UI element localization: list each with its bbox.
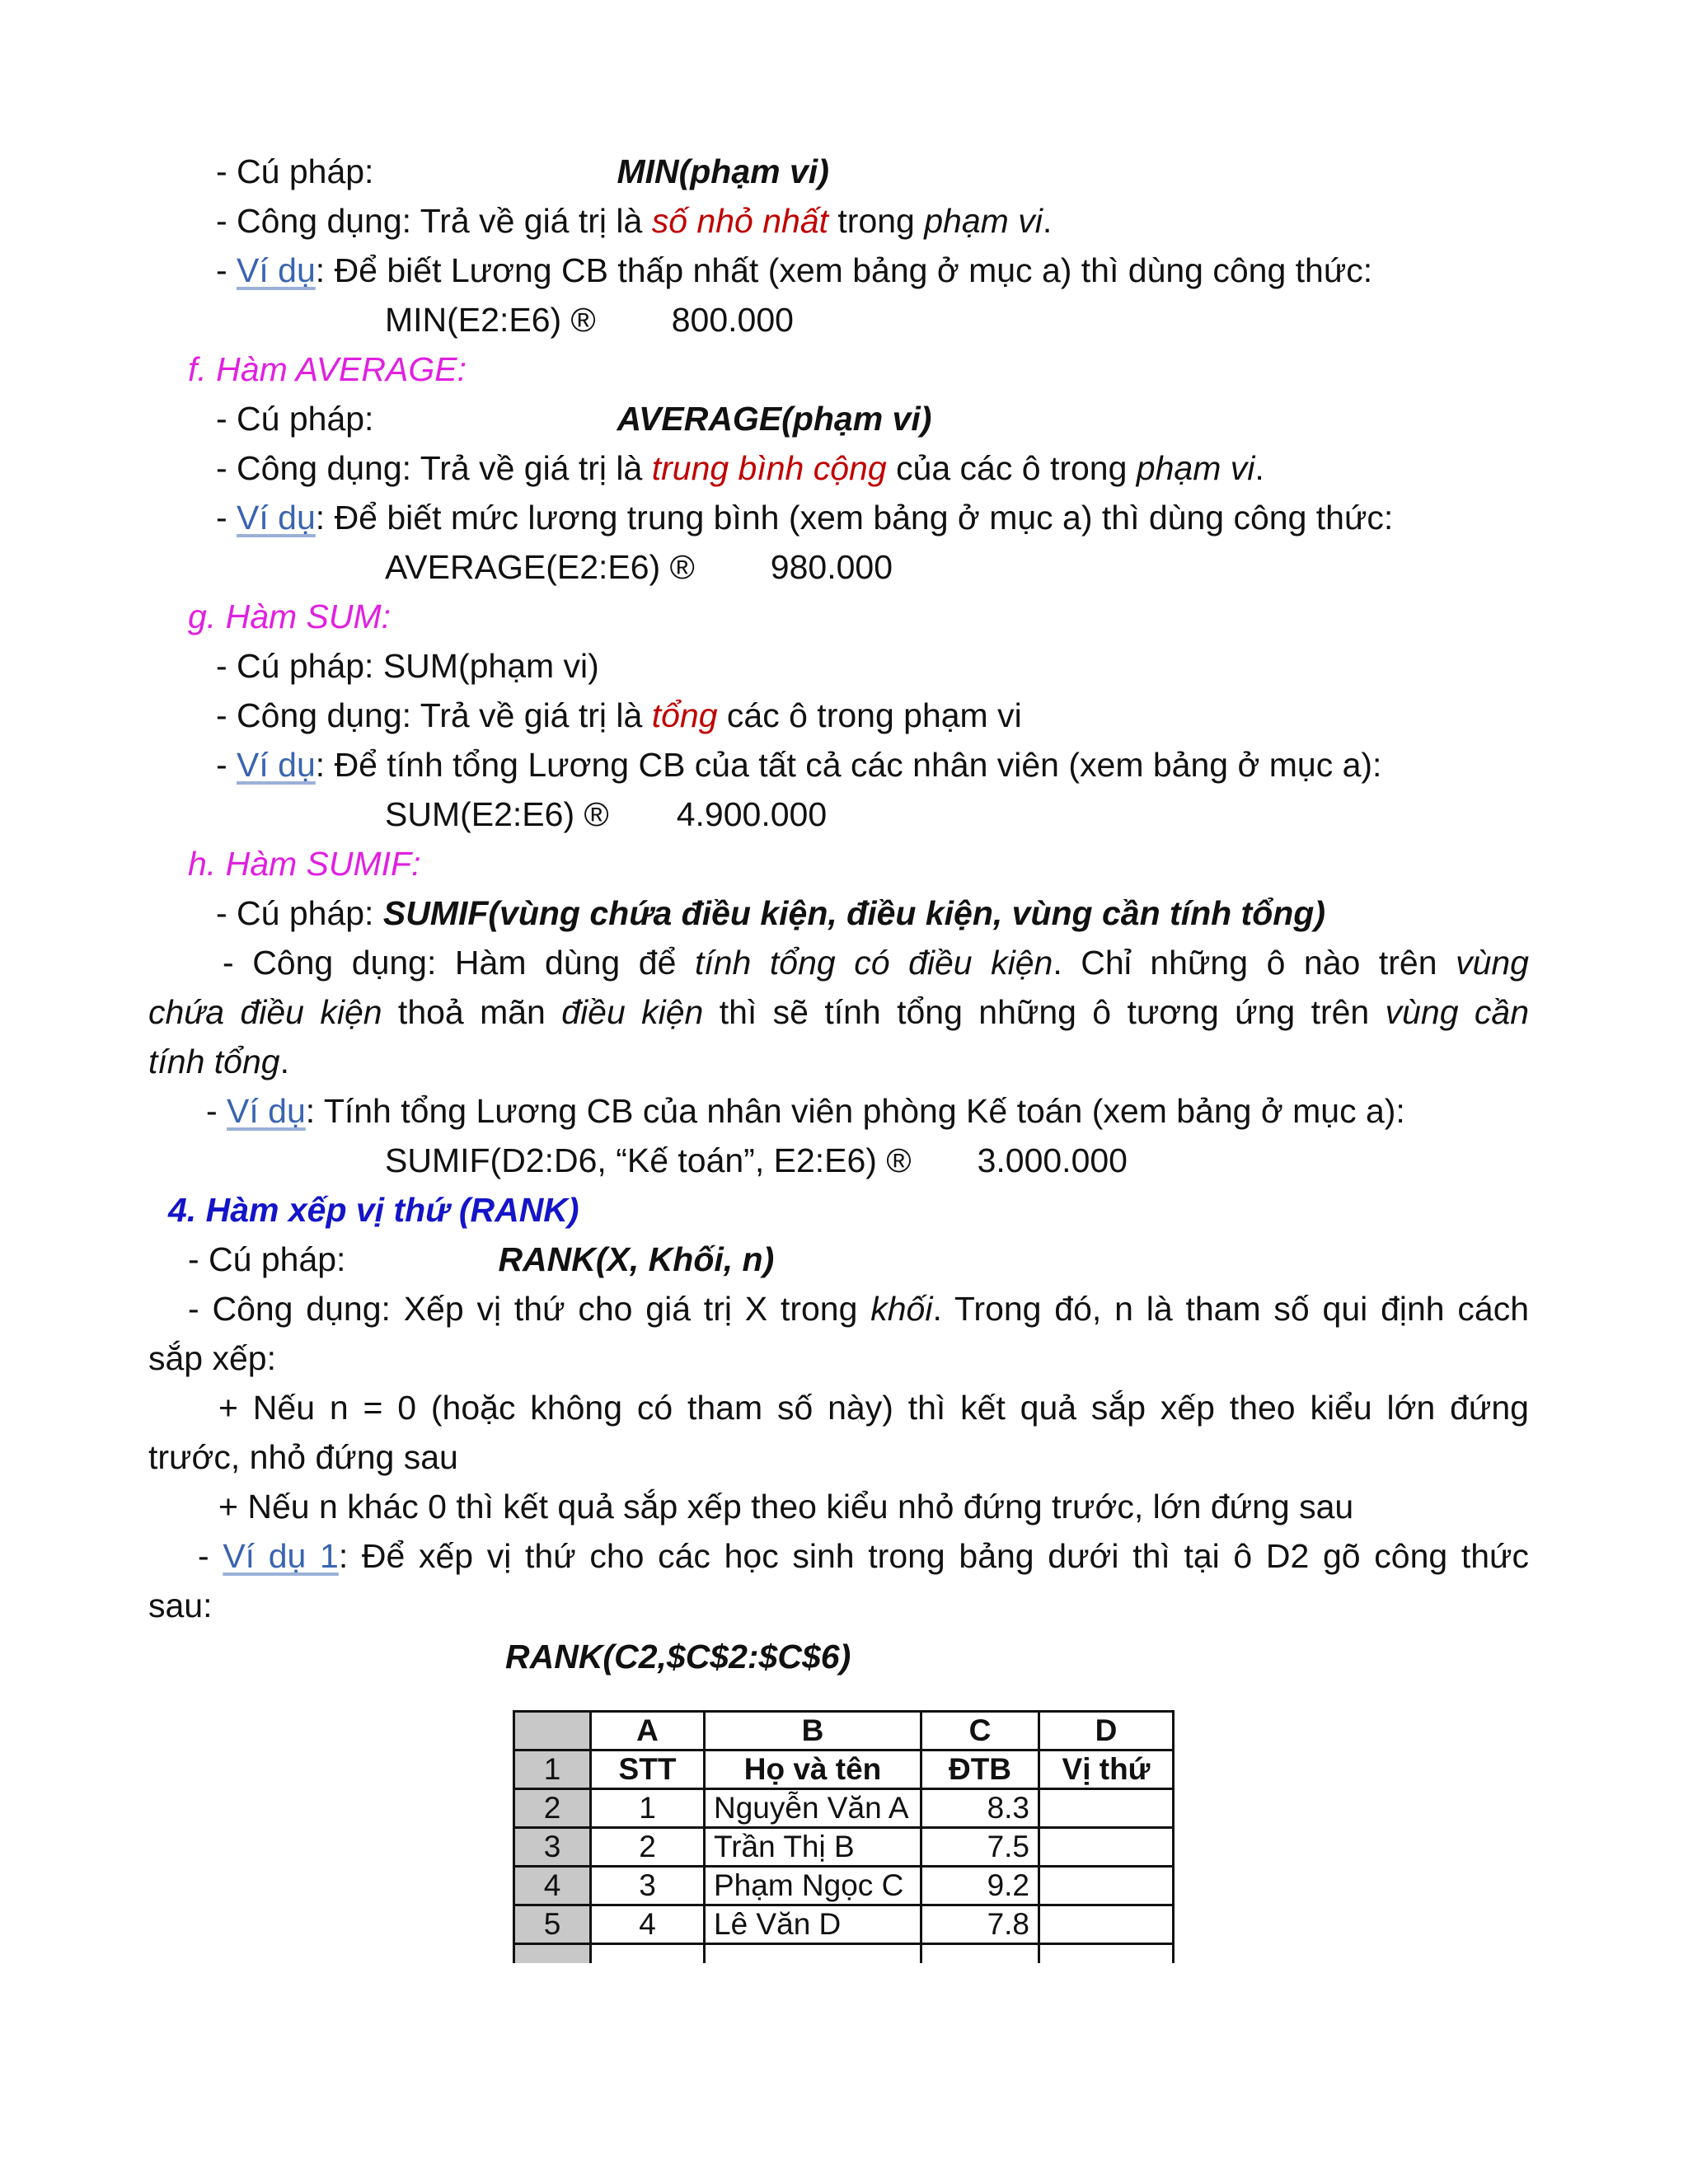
cell-empty xyxy=(921,1944,1039,1964)
rank-example-link[interactable]: Ví dụ 1 xyxy=(223,1537,339,1575)
average-usage-em: phạm vi xyxy=(1136,449,1255,487)
sum-heading: g. Hàm SUM: xyxy=(188,598,392,635)
sumif-example-text: : Tính tổng Lương CB của nhân viên phòng Kế toán (xem bảng ở mục a): xyxy=(305,1092,1405,1130)
cell-dtb: 7.8 xyxy=(921,1905,1039,1944)
average-syntax-label: - Cú pháp: xyxy=(216,400,374,438)
min-syntax: MIN(phạm vi) xyxy=(617,152,829,190)
min-usage-text: - Công dụng: Trả về giá trị là xyxy=(216,202,652,240)
rank-case1-line-1 xyxy=(148,1383,1529,1432)
rank-usage-text-1: - Công dụng: Xếp vị thứ cho giá trị X trong xyxy=(188,1290,871,1328)
sumif-syntax-line xyxy=(216,888,1325,938)
average-result: 980.000 xyxy=(770,548,893,586)
min-result: 800.000 xyxy=(671,301,794,339)
cell-dtb: 8.3 xyxy=(921,1789,1039,1828)
cell-dtb: 7.5 xyxy=(921,1828,1039,1867)
sumif-usage-em-3: tính tổng xyxy=(148,1043,280,1080)
header-dtb: ĐTB xyxy=(921,1750,1039,1789)
cell-dtb: 9.2 xyxy=(921,1867,1039,1905)
cell-vi-thu xyxy=(1039,1867,1174,1905)
average-syntax-line xyxy=(216,394,931,443)
header-stt: STT xyxy=(591,1750,705,1789)
cell-name: Phạm Ngọc C xyxy=(705,1867,921,1905)
average-example-line xyxy=(216,493,1393,542)
header-ho-va-ten: Họ và tên xyxy=(705,1750,921,1789)
table-row xyxy=(514,1905,1174,1944)
row-number: 2 xyxy=(514,1789,591,1828)
min-usage-line xyxy=(216,196,1052,246)
sum-syntax-line: - Cú pháp: SUM(phạm vi) xyxy=(216,647,599,685)
rank-formula: RANK(C2,$C$2:$C$6) xyxy=(505,1638,851,1675)
min-usage-em: phạm vi xyxy=(924,202,1043,240)
rank-syntax: RANK(X, Khối, n) xyxy=(498,1240,775,1278)
rank-example-text: : Để xếp vị thứ cho các học sinh trong bảng dưới thì tại ô D2 gõ công thức xyxy=(338,1537,1529,1575)
sumif-usage-end: . xyxy=(279,1043,289,1080)
sum-result: 4.900.000 xyxy=(676,795,828,833)
cell-empty xyxy=(591,1944,705,1964)
average-syntax: AVERAGE(phạm vi) xyxy=(617,400,932,438)
min-syntax-label: - Cú pháp: xyxy=(216,152,374,190)
average-usage-end: . xyxy=(1254,449,1264,487)
rank-example-line-1 xyxy=(148,1531,1529,1581)
row-number: 3 xyxy=(514,1828,591,1867)
min-syntax-line xyxy=(216,147,829,196)
cell-name: Trần Thị B xyxy=(705,1828,921,1867)
sum-usage-text: - Công dụng: Trả về giá trị là xyxy=(216,696,652,734)
min-usage-end: . xyxy=(1042,202,1053,240)
sumif-usage-em-1b: vùng xyxy=(1456,944,1529,982)
sumif-usage-em-1: tính tổng có điều kiện xyxy=(694,944,1053,982)
cell-vi-thu xyxy=(1039,1828,1174,1867)
header-vi-thu: Vị thứ xyxy=(1039,1750,1174,1789)
sumif-usage-line-3 xyxy=(148,1037,289,1086)
min-formula: MIN(E2:E6) ® xyxy=(385,301,596,339)
sumif-example-line xyxy=(206,1086,1405,1136)
average-usage-text: - Công dụng: Trả về giá trị là xyxy=(216,449,652,487)
table-row xyxy=(514,1789,1174,1828)
rank-syntax-line xyxy=(188,1235,774,1284)
sumif-syntax-label: - Cú pháp: xyxy=(216,894,383,932)
sum-usage-line xyxy=(216,691,1022,740)
column-letter-row xyxy=(514,1712,1174,1750)
sum-example-line xyxy=(216,740,1381,790)
corner-cell xyxy=(514,1712,591,1750)
sumif-result: 3.000.000 xyxy=(977,1141,1128,1179)
sumif-example-link[interactable]: Ví dụ xyxy=(227,1092,306,1130)
sumif-usage-text-2: thoả mãn xyxy=(382,993,562,1031)
rank-usage-em-1: khối xyxy=(870,1290,933,1328)
col-letter-d: D xyxy=(1039,1712,1174,1750)
rank-usage-line-2: sắp xếp: xyxy=(148,1339,276,1377)
col-letter-a: A xyxy=(591,1712,705,1750)
row-number: 5 xyxy=(514,1905,591,1944)
sumif-usage-line-2 xyxy=(148,987,1529,1037)
rank-case1-text: + Nếu n = 0 (hoặc không có tham số này) thì kết quả sắp xếp theo kiểu lớn đứng xyxy=(218,1389,1529,1427)
rank-usage-text-1b: . Trong đó, n là tham số qui định cách xyxy=(932,1290,1530,1328)
min-example-link[interactable]: Ví dụ xyxy=(237,251,316,289)
row-number: 4 xyxy=(514,1867,591,1905)
sum-usage-end: các ô trong phạm vi xyxy=(717,696,1022,734)
table-row xyxy=(514,1828,1174,1867)
sumif-usage-em-2b: điều kiện xyxy=(561,993,704,1031)
average-formula: AVERAGE(E2:E6) ® xyxy=(385,548,695,586)
row-number: 1 xyxy=(514,1750,591,1789)
rank-example-table xyxy=(513,1710,1175,1963)
sumif-usage-text-1: - Công dụng: Hàm dùng để xyxy=(223,944,695,982)
sumif-example-dash: - xyxy=(206,1092,227,1130)
cell-name: Nguyễn Văn A xyxy=(705,1789,921,1828)
average-formula-line xyxy=(385,542,893,592)
sumif-formula-line xyxy=(385,1136,1128,1185)
min-usage-mid: trong xyxy=(828,202,925,240)
cell-vi-thu xyxy=(1039,1789,1174,1828)
cell-vi-thu xyxy=(1039,1905,1174,1944)
sum-usage-highlight: tổng xyxy=(651,696,718,734)
rank-heading: 4. Hàm xếp vị thứ (RANK) xyxy=(168,1191,579,1229)
cell-name: Lê Văn D xyxy=(705,1905,921,1944)
cell-empty xyxy=(1039,1944,1174,1964)
table-header-row xyxy=(514,1750,1174,1789)
average-usage-mid: của các ô trong xyxy=(886,449,1137,487)
table-row-partial xyxy=(514,1944,1174,1964)
col-letter-c: C xyxy=(921,1712,1039,1750)
rank-case2-line: + Nếu n khác 0 thì kết quả sắp xếp theo kiểu nhỏ đứng trước, lớn đứng sau xyxy=(218,1488,1354,1526)
sumif-usage-text-1b: . Chỉ những ô nào trên xyxy=(1053,944,1456,982)
average-usage-line xyxy=(216,443,1264,493)
sumif-usage-text-2b: thì sẽ tính tổng những ô tương ứng trên xyxy=(703,993,1386,1031)
rank-syntax-label: - Cú pháp: xyxy=(188,1240,346,1278)
sumif-syntax: SUMIF(vùng chứa điều kiện, điều kiện, vùng cần tính tổng) xyxy=(382,894,1325,932)
cell-stt: 4 xyxy=(591,1905,705,1944)
sumif-usage-line-1 xyxy=(148,938,1529,987)
table-row xyxy=(514,1867,1174,1905)
cell-empty xyxy=(705,1944,921,1964)
min-usage-highlight: số nhỏ nhất xyxy=(651,202,829,240)
col-letter-b: B xyxy=(705,1712,921,1750)
sumif-usage-em-2: chứa điều kiện xyxy=(148,993,382,1031)
min-formula-line xyxy=(385,295,794,344)
rank-example-line-2: sau: xyxy=(148,1586,213,1624)
average-example-link[interactable]: Ví dụ xyxy=(237,499,316,537)
average-usage-highlight: trung bình cộng xyxy=(651,449,887,487)
sum-example-link[interactable]: Ví dụ xyxy=(237,746,316,784)
sum-formula-line xyxy=(385,790,827,839)
cell-stt: 3 xyxy=(591,1867,705,1905)
average-example-dash: - xyxy=(216,499,237,537)
sum-example-dash: - xyxy=(216,746,237,784)
sum-example-text: : Để tính tổng Lương CB của tất cả các nhân viên (xem bảng ở mục a): xyxy=(315,746,1382,784)
rank-example-dash: - xyxy=(198,1537,223,1575)
min-example-line xyxy=(216,246,1372,295)
min-example-text: : Để biết Lương CB thấp nhất (xem bảng ở mục a) thì dùng công thức: xyxy=(315,251,1373,289)
rank-usage-line-1 xyxy=(148,1284,1529,1333)
sumif-heading: h. Hàm SUMIF: xyxy=(188,845,421,883)
sumif-usage-em-2c: vùng cần xyxy=(1385,993,1529,1031)
sum-formula: SUM(E2:E6) ® xyxy=(385,795,609,833)
cell-stt: 2 xyxy=(591,1828,705,1867)
cell-stt: 1 xyxy=(591,1789,705,1828)
sumif-formula: SUMIF(D2:D6, “Kế toán”, E2:E6) ® xyxy=(385,1141,912,1179)
rank-case1-line-2: trước, nhỏ đứng sau xyxy=(148,1438,458,1476)
min-example-dash: - xyxy=(216,251,237,289)
row-number-partial xyxy=(514,1944,591,1964)
average-example-text: : Để biết mức lương trung bình (xem bảng ở mục a) thì dùng công thức: xyxy=(315,499,1394,537)
average-heading: f. Hàm AVERAGE: xyxy=(188,350,467,388)
